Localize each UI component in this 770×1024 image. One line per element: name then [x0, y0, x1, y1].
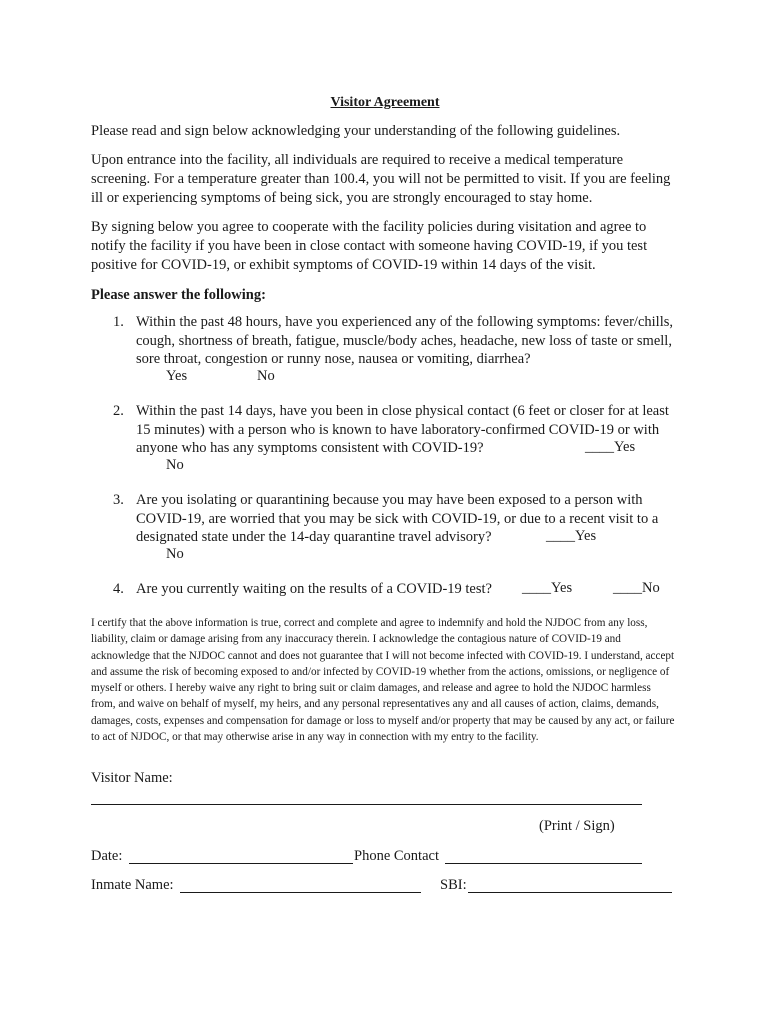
- question-2-yes-option[interactable]: ____Yes: [585, 439, 636, 455]
- phone-contact-line[interactable]: [445, 863, 642, 864]
- question-text: Within the past 48 hours, have you experienced any of the following symptoms: fever/chills, cough, shortness of breath, fatigue, muscle/body aches, headache, new loss of taste or smell, sore throat, congestion or runny nose, nausea or vomiting, diarrhea?: [136, 314, 674, 367]
- date-label: Date:: [91, 848, 123, 864]
- answer-heading: Please answer the following:: [91, 287, 266, 303]
- visitor-name-label: Visitor Name:: [91, 770, 173, 786]
- question-2-no-option[interactable]: No: [166, 457, 184, 473]
- print-sign-label: (Print / Sign): [539, 818, 615, 834]
- question-number: 1.: [113, 314, 124, 330]
- entrance-paragraph: Upon entrance into the facility, all individuals are required to receive a medical temperature screening. For a temperature greater than 100.4, you will not be permitted to visit. If you are feeling ill or experiencing symptoms of being sick, you are strongly encouraged to stay home.: [91, 152, 671, 206]
- question-1-yes-option[interactable]: Yes: [166, 368, 188, 384]
- visitor-name-line[interactable]: [91, 804, 642, 805]
- question-number: 4.: [113, 581, 124, 597]
- inmate-name-label: Inmate Name:: [91, 877, 174, 893]
- question-4-no-option[interactable]: ____No: [613, 580, 660, 596]
- question-4-yes-option[interactable]: ____Yes: [522, 580, 573, 596]
- question-text: Are you currently waiting on the results of a COVID-19 test?: [136, 581, 492, 597]
- phone-contact-label: Phone Contact: [354, 848, 439, 864]
- question-3-no-option[interactable]: No: [166, 546, 184, 562]
- intro-paragraph: Please read and sign below acknowledging your understanding of the following guidelines.: [91, 123, 621, 139]
- sbi-label: SBI:: [440, 877, 467, 893]
- certification-paragraph: I certify that the above information is true, correct and complete and agree to indemnify and hold the NJDOC from any loss, liability, claim or damage arising from any inaccuracy therein. I acknowledge the contagious nature of COVID-19 and acknowledge that the NJDOC cannot and does not guarantee that I will not become infected with COVID-19. I understand, accept and assume the risk of becoming exposed to and/or infected by COVID-19 whether from the actions, omissions, or negligence of myself or others. I hereby waive any right to bring suit or claim damages, and release and agree to hold the NJDOC harmless from, and waive on behalf of myself, my heirs, and any personal representatives any and all causes of action, claims, demands, damages, costs, expenses and compensation for damage or loss to myself and/or property that may be caused by any act, or failure to act of NJDOC, or that may otherwise arise in any way in connection with my entry to the facility.: [91, 617, 675, 744]
- question-3-yes-option[interactable]: ____Yes: [546, 528, 597, 544]
- signing-paragraph: By signing below you agree to cooperate with the facility policies during visitation and agree to notify the facility if you have been in close contact with someone having COVID-19, if you test positive for COVID-19, or exhibit symptoms of COVID-19 within 14 days of the visit.: [91, 219, 648, 273]
- date-line[interactable]: [129, 863, 353, 864]
- question-number: 3.: [113, 492, 124, 508]
- question-number: 2.: [113, 403, 124, 419]
- document-title: Visitor Agreement: [330, 95, 440, 110]
- sbi-line[interactable]: [468, 892, 672, 893]
- question-text: Within the past 14 days, have you been in close physical contact (6 feet or closer for at least 15 minutes) with a person who is known to have laboratory-confirmed COVID-19 or with anyone who has any symptoms consistent with COVID-19?: [136, 403, 669, 456]
- question-1-no-option[interactable]: No: [257, 368, 275, 384]
- question-text: Are you isolating or quarantining because you may have been exposed to a person with COVID-19, are worried that you may be sick with COVID-19, or due to a recent visit to a designated state under the 14-day quarantine travel advisory?: [136, 492, 659, 545]
- inmate-name-line[interactable]: [180, 892, 421, 893]
